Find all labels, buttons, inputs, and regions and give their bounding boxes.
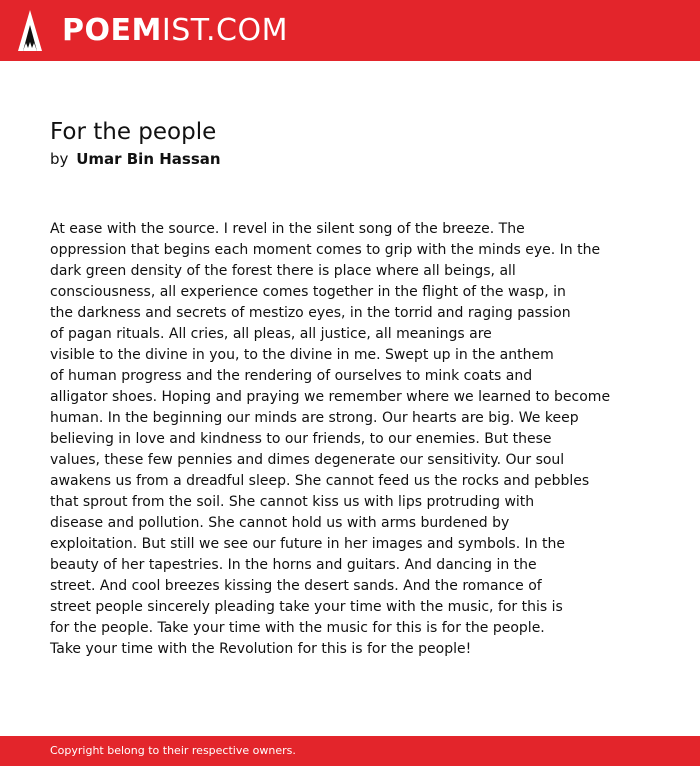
poem-line: visible to the divine in you, to the divine in me. Swept up in the anthem (50, 347, 554, 363)
poem-line: exploitation. But still we see our future in her images and symbols. In the (50, 536, 566, 552)
poem-line: believing in love and kindness to our friends, to our enemies. But these (50, 431, 552, 447)
poem-line: for the people. Take your time with the music for this is for the people. (50, 620, 545, 636)
site-logo[interactable] (62, 13, 288, 49)
poem-line: Take your time with the Revolution for this is for the people! (50, 641, 472, 657)
poem-line: disease and pollution. She cannot hold us with arms burdened by (50, 515, 510, 531)
by-label: by (50, 150, 69, 168)
author-name: Umar Bin Hassan (76, 150, 221, 168)
poem-line: awakens us from a dreadful sleep. She cannot feed us the rocks and pebbles (50, 473, 590, 489)
copyright-text: Copyright belong to their respective owners. (50, 744, 296, 757)
poem-title: For the people (50, 119, 217, 145)
poem-line: the darkness and secrets of mestizo eyes, in the torrid and raging passion (50, 305, 571, 321)
poem-line: dark green density of the forest there is place where all beings, all (50, 263, 516, 279)
site-footer (0, 736, 700, 766)
poem-line: values, these few pennies and dimes degenerate our sensitivity. Our soul (50, 452, 565, 468)
poem-body (50, 219, 670, 660)
poem-line: beauty of her tapestries. In the horns and guitars. And dancing in the (50, 557, 537, 573)
byline (50, 148, 221, 170)
poem-line: that sprout from the soil. She cannot kiss us with lips protruding with (50, 494, 535, 510)
poem-line: street. And cool breezes kissing the desert sands. And the romance of (50, 578, 542, 594)
poem-line: human. In the beginning our minds are strong. Our hearts are big. We keep (50, 410, 579, 426)
poem-line: At ease with the source. I revel in the silent song of the breeze. The (50, 221, 525, 237)
poem-line: oppression that begins each moment comes to grip with the minds eye. In the (50, 242, 601, 258)
pencil-logo-icon[interactable] (18, 10, 42, 51)
poem-line: consciousness, all experience comes together in the flight of the wasp, in (50, 284, 566, 300)
logo-text-bold: POEM (62, 13, 162, 48)
poem-line: of pagan rituals. All cries, all pleas, all justice, all meanings are (50, 326, 492, 342)
poem-line: street people sincerely pleading take your time with the music, for this is (50, 599, 563, 615)
poem-line: of human progress and the rendering of ourselves to mink coats and (50, 368, 533, 384)
poem-line: alligator shoes. Hoping and praying we remember where we learned to become (50, 389, 611, 405)
logo-text-light: IST.COM (161, 13, 288, 48)
site-header (0, 0, 700, 61)
